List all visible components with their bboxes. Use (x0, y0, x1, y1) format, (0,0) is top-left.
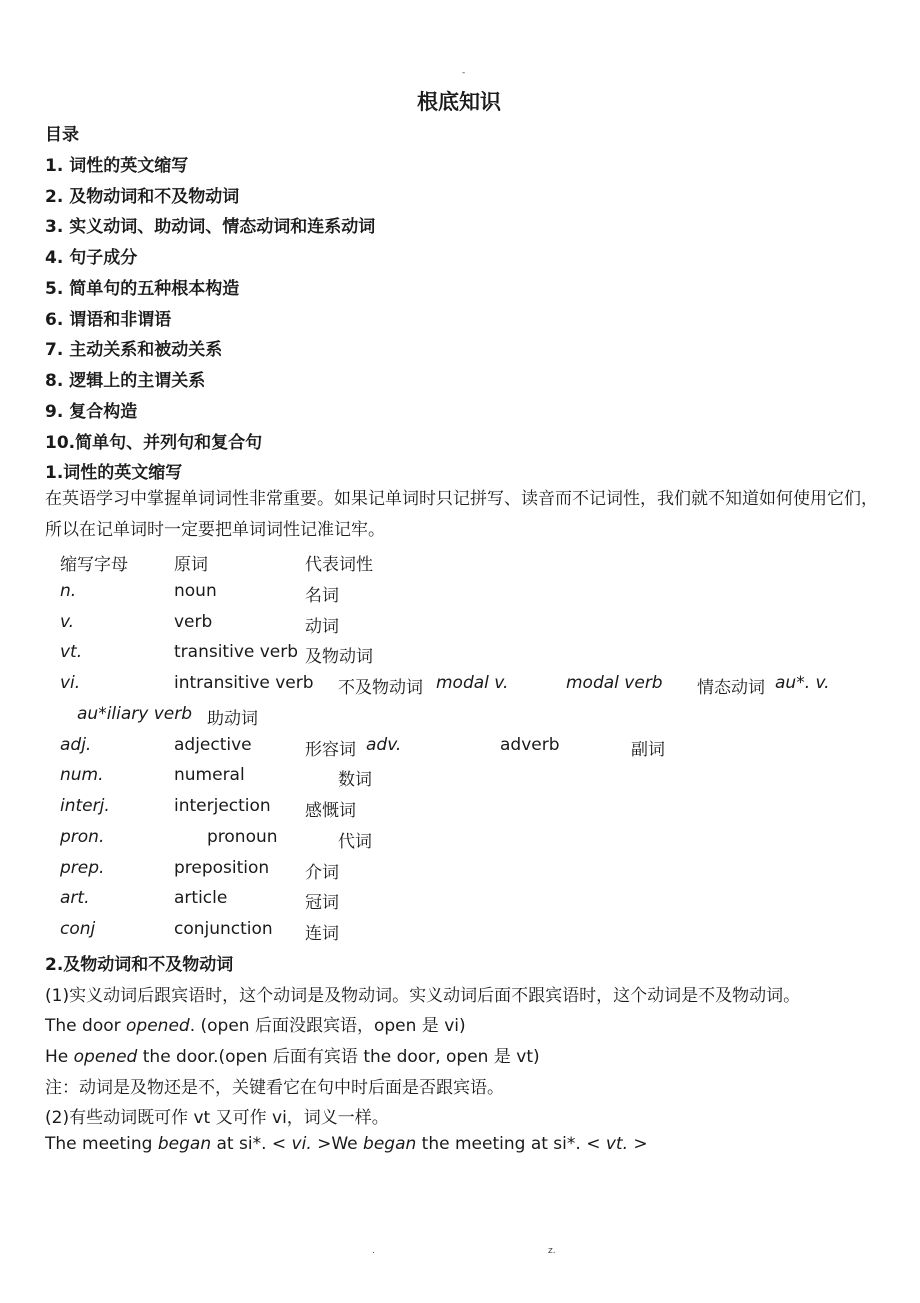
page-title: 根底知识 (417, 90, 501, 114)
table-cell-word: adjective (174, 735, 252, 755)
toc-item: 1. 词性的英文缩写 (45, 156, 189, 176)
header-mark: - (462, 68, 466, 78)
section2-note: 注：动词是及物还是不，关键看它在句中时后面是否跟宾语。 (45, 1078, 504, 1098)
table-cell-abbr: n. (60, 581, 77, 601)
table-cell-pos: 冠词 (305, 893, 339, 913)
footer-right-mark: z. (548, 1246, 556, 1256)
table-cell-word: adverb (500, 735, 560, 755)
section1-heading: 1.词性的英文缩写 (45, 463, 183, 483)
section2-paragraph-2: (2)有些动词既可作 vt 又可作 vi，词义一样。 (45, 1108, 389, 1128)
table-cell-word: noun (174, 581, 217, 601)
table-cell-pos: 不及物动词 (338, 678, 423, 698)
table-header-cell: 原词 (174, 555, 208, 575)
table-cell-abbr: modal v. (436, 673, 509, 693)
toc-heading: 目录 (45, 125, 79, 145)
table-cell-abbr: conj (60, 919, 96, 939)
table-cell-word: verb (174, 612, 213, 632)
table-cell-pos: 动词 (305, 617, 339, 637)
table-cell-word: conjunction (174, 919, 273, 939)
example-sentence-1: The door opened. (open 后面没跟宾语，open 是 vi) (45, 1016, 466, 1036)
footer-left-mark: . (372, 1246, 375, 1256)
toc-item: 5. 简单句的五种根本构造 (45, 279, 240, 299)
section2-paragraph-1: (1)实义动词后跟宾语时，这个动词是及物动词。实义动词后面不跟宾语时，这个动词是不及物动词。 (45, 986, 801, 1006)
toc-item: 10.简单句、并列句和复合句 (45, 433, 263, 453)
table-cell-word: pronoun (207, 827, 278, 847)
table-cell-pos: 形容词 (305, 740, 356, 760)
toc-item: 8. 逻辑上的主谓关系 (45, 371, 206, 391)
toc-item: 7. 主动关系和被动关系 (45, 340, 223, 360)
table-cell-abbr: v. (60, 612, 75, 632)
table-cell-abbr: vt. (60, 642, 83, 662)
table-cell-abbr: adv. (366, 735, 402, 755)
toc-item: 3. 实义动词、助动词、情态动词和连系动词 (45, 217, 376, 237)
table-cell-abbr: vi. (60, 673, 81, 693)
table-cell-pos: 助动词 (207, 709, 258, 729)
toc-item: 6. 谓语和非谓语 (45, 310, 172, 330)
table-header-cell: 缩写字母 (60, 555, 128, 575)
table-cell-pos: 数词 (338, 770, 372, 790)
table-cell-abbr: num. (60, 765, 104, 785)
table-cell-pos: 介词 (305, 863, 339, 883)
section2-heading: 2.及物动词和不及物动词 (45, 955, 234, 975)
table-cell-word: article (174, 888, 228, 908)
table-cell-word: modal verb (566, 673, 663, 693)
example-sentence-2: He opened the door.(open 后面有宾语 the door, open 是 vt) (45, 1047, 540, 1067)
table-cell-abbr: adj. (60, 735, 92, 755)
table-header-cell: 代表词性 (305, 555, 373, 575)
table-cell-pos: 及物动词 (305, 647, 373, 667)
example-sentence-3: The meeting began at si*. < vi. >We began the meeting at si*. < vt. > (45, 1134, 648, 1154)
section1-intro: 在英语学习中掌握单词词性非常重要。如果记单词时只记拼写、读音而不记词性，我们就不知道如何使用它们，所以在记单词时一定要把单词词性记准记牢。 (45, 489, 878, 540)
table-cell-pos: 名词 (305, 586, 339, 606)
table-cell-abbr: pron. (60, 827, 105, 847)
table-cell-word: intransitive verb (174, 673, 314, 693)
toc-item: 4. 句子成分 (45, 248, 138, 268)
table-cell-abbr: art. (60, 888, 90, 908)
table-cell-word: numeral (174, 765, 245, 785)
table-cell-abbr: prep. (60, 858, 105, 878)
table-cell-pos: 副词 (631, 740, 665, 760)
table-cell-abbr: interj. (60, 796, 110, 816)
table-cell-word: au*iliary verb (77, 704, 193, 724)
table-cell-word: interjection (174, 796, 271, 816)
table-cell-pos: 代词 (338, 832, 372, 852)
table-cell-pos: 连词 (305, 924, 339, 944)
table-cell-pos: 感慨词 (305, 801, 356, 821)
table-cell-abbr: au*. v. (775, 673, 830, 693)
table-cell-word: transitive verb (174, 642, 299, 662)
toc-item: 2. 及物动词和不及物动词 (45, 187, 240, 207)
table-cell-pos: 情态动词 (697, 678, 765, 698)
toc-item: 9. 复合构造 (45, 402, 138, 422)
table-cell-word: preposition (174, 858, 270, 878)
